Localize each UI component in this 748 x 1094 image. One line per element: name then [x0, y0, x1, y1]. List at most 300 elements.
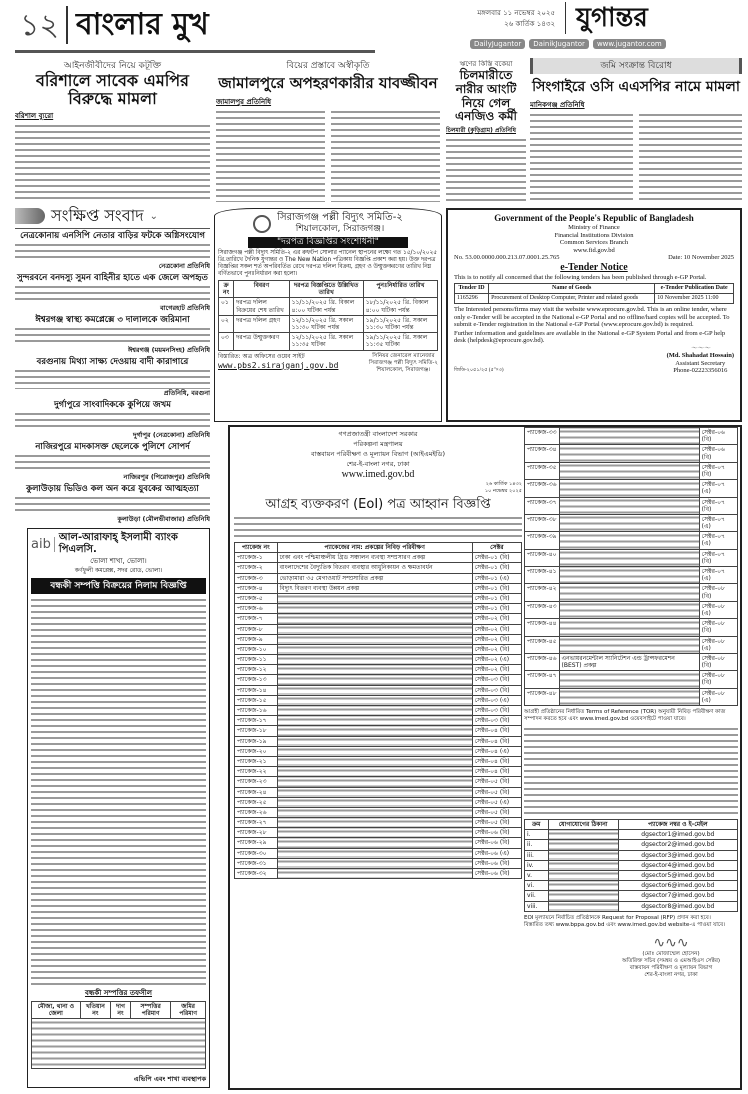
table-cell	[277, 746, 472, 756]
pbs-logo-icon	[253, 215, 271, 233]
table-cell: ১৯/১১/২০২৫ খ্রি. সকাল ১১:৩০ ঘটিকা পর্যন্ত	[363, 315, 437, 332]
table-cell: সেক্টর-০৬ (বি)	[699, 445, 737, 462]
table-row	[235, 716, 522, 726]
package-table	[234, 542, 522, 879]
table-cell	[277, 756, 472, 766]
table-cell: সেক্টর-০৬ (বি)	[472, 858, 521, 868]
table-header: দরপত্র বিজ্ঞপ্তিতে উল্লিখিত তারিখ	[289, 281, 363, 298]
signature-icon: ～～～	[690, 344, 711, 352]
date-gregorian: ১০ নভেম্বর ২০২৫	[484, 488, 522, 494]
table-cell: প্যাকেজ-১৩	[235, 675, 278, 685]
table-row	[525, 688, 738, 705]
table-header-row	[455, 284, 734, 294]
table-row	[235, 695, 522, 705]
tender-table	[454, 283, 734, 304]
table-cell	[277, 675, 472, 685]
table-cell	[559, 462, 699, 479]
table-cell: সেক্টর-০৮ (এ)	[699, 601, 737, 618]
date-bangla: ২৬ কার্তিক ১৪৩২	[485, 481, 522, 487]
table-row	[525, 619, 738, 636]
bank-branch: ভোলা শাখা, ভোলা।	[90, 557, 147, 565]
table-cell	[277, 716, 472, 726]
signer-line: বাস্তবায়ন পরিবীক্ষণ ও মূল্যায়ন বিভাগ	[629, 964, 713, 971]
table-row	[525, 601, 738, 618]
table-cell: দরপত্র উন্মুক্তকরণ	[234, 333, 289, 350]
story-headline[interactable]: জামালপুরে অপহরণকারীর যাবজ্জীবন	[218, 74, 438, 92]
address-cell	[548, 840, 618, 850]
table-cell: সেক্টর-০২ (বি)	[472, 634, 521, 644]
brief-body	[15, 368, 210, 388]
notice-intro	[234, 515, 522, 539]
signer-line: অতিরিক্ত সচিব (সমন্বয় ও এমআইএস সেক্টর)	[621, 957, 721, 964]
table-cell: প্যাকেজ-২৭	[235, 818, 278, 828]
table-cell: প্যাকেজ-৮	[235, 624, 278, 634]
auction-body	[31, 597, 206, 985]
table-cell	[559, 549, 699, 566]
table-row	[235, 838, 522, 848]
table-cell: প্যাকেজ-২৯	[235, 838, 278, 848]
table-cell: সেক্টর-০২ (বি)	[472, 624, 521, 634]
table-header: Tender ID	[455, 284, 489, 294]
table-cell	[277, 665, 472, 675]
notice-title: e-Tender Notice	[560, 261, 628, 273]
bank-name: আল-আরাফাহ্ ইসলামী ব্যাংক পিএলসি.	[58, 532, 178, 555]
table-cell: সেক্টর-০৮ (বি)	[699, 671, 737, 688]
table-row	[235, 858, 522, 868]
table-cell	[559, 428, 699, 445]
table-row	[455, 294, 734, 304]
row-number: iv.	[525, 860, 549, 870]
brief-item	[15, 482, 210, 524]
website-link[interactable]: www.imed.gov.bd	[341, 469, 415, 480]
website-link[interactable]: www.fid.gov.bd	[573, 246, 615, 254]
table-row	[235, 797, 522, 807]
brief-body	[15, 495, 210, 515]
table-cell: প্যাকেজ-৭	[235, 614, 278, 624]
table-header: মৌজা, থানা ও জেলা	[32, 1001, 81, 1018]
brief-headline[interactable]: সুন্দরবনে বনদস্যু সুমন বাহিনীর হাতে এক জেলে অপহৃত	[17, 273, 208, 284]
brief-item	[15, 398, 210, 440]
table-cell: সেক্টর-০৭ (বি)	[699, 549, 737, 566]
table-cell: সেক্টর-০৫ (বি)	[472, 818, 521, 828]
table-cell: প্যাকেজ-৩৯	[525, 532, 560, 549]
table-row	[235, 828, 522, 838]
table-row	[525, 653, 738, 670]
address-cell	[548, 870, 618, 880]
social-links	[470, 39, 666, 49]
table-cell: প্যাকেজ-১৪	[235, 685, 278, 695]
table-cell	[277, 838, 472, 848]
table-header: e-Tender Publication Date	[655, 284, 734, 294]
brief-item	[15, 229, 210, 271]
table-cell	[277, 828, 472, 838]
table-cell: প্যাকেজ-১২	[235, 665, 278, 675]
newspaper-logo: যুগান্তর	[565, 2, 648, 34]
table-cell	[559, 636, 699, 653]
table-row	[219, 315, 438, 332]
table-cell: সেক্টর-০৫ (বি)	[472, 787, 521, 797]
table-cell: সেক্টর-০৭ (বি)	[699, 462, 737, 479]
table-cell: সেক্টর-০৮ (বি)	[699, 584, 737, 601]
table-cell: প্যাকেজ-৩৮	[525, 514, 560, 531]
table-cell	[277, 726, 472, 736]
brief-body	[15, 242, 210, 262]
table-row	[525, 671, 738, 688]
table-cell	[559, 619, 699, 636]
table-cell: সেক্টর-০৮ (বি)	[699, 653, 737, 670]
table-header: প্যাকেজ নম্বর ও ই-মেইল	[618, 820, 737, 830]
brief-body	[15, 284, 210, 304]
table-row	[525, 428, 738, 445]
table-cell: দরপত্র দলিল বিক্রয়ের শেষ তারিখ	[234, 298, 289, 315]
brief-headline[interactable]: ঈশ্বরগঞ্জ স্বাস্থ্য কমপ্লেক্সে ৩ দালালকে জরিমানা	[35, 315, 190, 326]
gov-title: গণপ্রজাতন্ত্রী বাংলাদেশ সরকার	[338, 430, 418, 438]
brief-credit: দুর্গাপুর (নেত্রকোনা) প্রতিনিধি	[133, 430, 210, 439]
brief-news-title: সংক্ষিপ্ত সংবাদ	[51, 206, 144, 225]
table-cell: সেক্টর-০৩ (বি)	[472, 675, 521, 685]
email-link[interactable]: dgsector3@imed.gov.bd	[618, 850, 737, 860]
table-cell	[277, 777, 472, 787]
table-row	[235, 777, 522, 787]
table-cell: প্যাকেজ-১	[235, 553, 278, 563]
table-cell	[277, 807, 472, 817]
signer-org: সিরাজগঞ্জ পল্লী বিদ্যুৎ সমিতি-২	[368, 359, 438, 366]
table-cell: সেক্টর-০৮ (বি)	[699, 619, 737, 636]
table-cell: প্যাকেজ-২৪	[235, 787, 278, 797]
table-cell: সেক্টর-০৭ (এ)	[699, 567, 737, 584]
table-cell	[277, 767, 472, 777]
table-row	[32, 1019, 206, 1069]
table-cell: সেক্টর-০৬ (বি)	[472, 869, 521, 879]
notice-para: The Interested persons/firms may visit the website www.eprocure.gov.bd. This is an online tender, where only e-Tender will be accepted in the National e-GP Portal and no offline/hard copies will be accepted. To submit e-Tender registration in the National e-GP Portal (www.eprocure.gov.bd) is required.	[454, 306, 730, 329]
table-header: দাগ নং	[110, 1001, 130, 1018]
table-cell: সেক্টর-০৫ (এ)	[472, 797, 521, 807]
brief-headline[interactable]: দুর্গাপুরে সাংবাদিককে কুপিয়ে জখম	[54, 399, 171, 410]
brief-headline[interactable]: বরগুনায় মিথ্যা সাক্ষ্য দেওয়ায় বাদী কারাগারে	[36, 357, 189, 368]
table-cell: সেক্টর-০৮ (এ)	[699, 636, 737, 653]
story-headline[interactable]: সিংগাইরে ওসি এএসপির নামে মামলা	[532, 79, 740, 95]
table-cell: বিদ্যুৎ বিতরণ ব্যবস্থা উন্নয়ন প্রকল্প	[277, 583, 472, 593]
table-row	[219, 333, 438, 350]
table-cell: ০৩	[219, 333, 234, 350]
table-cell	[277, 655, 472, 665]
signer-line: শের-ই-বাংলা নগর, ঢাকা	[644, 971, 698, 978]
email-link[interactable]: dgsector6@imed.gov.bd	[618, 881, 737, 891]
table-cell: সেক্টর-০৬ (বি)	[699, 428, 737, 445]
table-cell	[559, 497, 699, 514]
table-row	[525, 850, 738, 860]
header-rule	[15, 50, 375, 53]
story-byline: বরিশাল ব্যুরো	[15, 111, 54, 120]
table-cell	[277, 604, 472, 614]
table-row	[235, 634, 522, 644]
chevron-down-icon: ⌄	[149, 210, 159, 222]
table-row	[235, 573, 522, 583]
table-row	[235, 746, 522, 756]
brief-item	[15, 440, 210, 482]
table-cell: প্যাকেজ-৩২	[235, 869, 278, 879]
story-body	[216, 109, 325, 202]
table-cell: দরপত্র দলিল গ্রহণ	[234, 315, 289, 332]
table-cell	[277, 695, 472, 705]
table-cell	[277, 869, 472, 879]
address-cell	[548, 881, 618, 891]
table-row	[525, 549, 738, 566]
signer-name: (মোঃ মোজাম্মেল হোসেন)	[642, 950, 700, 957]
table-row	[235, 644, 522, 654]
story-body	[446, 137, 526, 202]
table-cell: সেক্টর-০৩ (এ)	[472, 695, 521, 705]
table-cell	[559, 688, 699, 705]
table-cell: ১২/১১/২০২৫ খ্রি. সকাল ১১:৩৫ ঘটিকা	[289, 333, 363, 350]
contact-table	[524, 819, 738, 912]
sirajganj-tender-ad	[214, 208, 442, 422]
brief-news-section	[15, 206, 210, 524]
story-body	[639, 112, 742, 204]
division: Financial Institutions Division	[554, 231, 634, 239]
row-number: viii.	[525, 901, 549, 911]
email-link[interactable]: dgsector7@imed.gov.bd	[618, 891, 737, 901]
table-cell: ০১	[219, 298, 234, 315]
table-cell: প্যাকেজ-২১	[235, 756, 278, 766]
table-row	[525, 830, 738, 840]
brief-credit: কুলাউড়া (মৌলভীবাজার) প্রতিনিধি	[117, 514, 210, 523]
table-cell: ১২/১১/২০২৫ খ্রি. সকাল ১১:৩০ ঘটিকা পর্যন্ত	[289, 315, 363, 332]
date-gregorian: মঙ্গলবার ১১ নভেম্বর ২০২৫	[477, 9, 555, 17]
story-headline[interactable]: বরিশালে সাবেক এমপির বিরুদ্ধে মামলা	[36, 71, 189, 109]
table-cell	[559, 480, 699, 497]
address-cell	[548, 860, 618, 870]
ministry: Ministry of Finance	[568, 224, 620, 231]
story-byline: চিলমারী (কুড়িগ্রাম) প্রতিনিধি	[446, 127, 517, 135]
brief-headline[interactable]: নেত্রকোনায় এনসিপি নেতার বাড়ির ফটকে অগ্নিসংযোগ	[20, 231, 205, 241]
table-row	[235, 726, 522, 736]
row-number: i.	[525, 830, 549, 840]
table-cell: 10 November 2025 11:00	[655, 294, 734, 304]
table-header: প্যাকেজের নাম: প্রকল্পের নিবিড় পরিবীক্ষণ	[277, 543, 472, 553]
brief-credit: ঈশ্বরগঞ্জ (ময়মনসিংহ) প্রতিনিধি	[128, 346, 210, 355]
story-byline: মানিকগঞ্জ প্রতিনিধি	[530, 101, 585, 110]
story-byline: জামালপুর প্রতিনিধি	[216, 98, 272, 107]
email-link[interactable]: dgsector2@imed.gov.bd	[618, 840, 737, 850]
table-cell: সেক্টর-০৭ (বি)	[699, 497, 737, 514]
package-table	[524, 427, 738, 706]
table-cell: প্যাকেজ-৪৬	[525, 653, 560, 670]
table-cell: প্যাকেজ-২৮	[235, 828, 278, 838]
notes-body	[524, 726, 738, 816]
org-place: শিয়ালকোল, সিরাজগঞ্জ।	[295, 224, 385, 234]
table-cell: ১৯/১১/২০২৫ খ্রি. সকাল ১১:৩৫ ঘটিকা	[363, 333, 437, 350]
table-cell: সেক্টর-০২ (এ)	[472, 655, 521, 665]
table-cell: প্যাকেজ-২০	[235, 746, 278, 756]
table-cell	[277, 593, 472, 603]
division: বাস্তবায়ন পরিবীক্ষণ ও মূল্যায়ন বিভাগ (আইএমইডি)	[310, 450, 446, 458]
table-cell	[277, 614, 472, 624]
table-row	[235, 583, 522, 593]
row-number: iii.	[525, 850, 549, 860]
table-row	[525, 514, 738, 531]
table-cell: সেক্টর-০১ (বি)	[472, 583, 521, 593]
schedule-title: বন্ধকী সম্পত্তির তফসীল	[84, 988, 153, 997]
table-cell: সেক্টর-০৪ (বি)	[472, 756, 521, 766]
table-cell: সেক্টর-০২ (বি)	[472, 644, 521, 654]
table-row	[235, 553, 522, 563]
table-cell: এনভায়রনমেন্টাল স্যানিটেশন এন্ড ট্রান্সফরমেশন (BEST) প্রকল্প	[559, 653, 699, 670]
table-cell: 1165296	[455, 294, 489, 304]
table-row	[525, 901, 738, 911]
brief-credit: নাজিরপুর (পিরোজপুর) প্রতিনিধি	[123, 472, 210, 481]
email-link[interactable]: dgsector1@imed.gov.bd	[618, 830, 737, 840]
table-cell: সেক্টর-০৪ (বি)	[472, 767, 521, 777]
table-cell: সেক্টর-০১ (বি)	[472, 553, 521, 563]
table-cell: প্যাকেজ-৩০	[235, 848, 278, 858]
table-cell	[277, 848, 472, 858]
brief-body	[15, 453, 210, 473]
brief-headline[interactable]: নাজিরপুরে মাদকাসক্ত ছেলেকে পুলিশে সোপর্দ	[35, 441, 190, 452]
table-header: জমির পরিমাণ	[171, 1001, 206, 1018]
table-cell: সেক্টর-০৩ (বি)	[472, 685, 521, 695]
memo-number: No. 53.00.0000.000.213.07.0001.25.765	[454, 254, 560, 261]
table-row	[525, 497, 738, 514]
table-row	[525, 480, 738, 497]
table-header-row	[219, 281, 438, 298]
org-name: সিরাজগঞ্জ পল্লী বিদ্যুৎ সমিতি-২	[277, 212, 403, 223]
facebook-link[interactable]: DailyJugantor	[470, 39, 525, 49]
table-row	[235, 869, 522, 879]
table-cell: প্যাকেজ-৪১	[525, 567, 560, 584]
bank-logo: aib	[31, 537, 55, 552]
story-kicker: ঋণের কিস্তি বকেয়া	[459, 60, 513, 68]
story-jamalpur	[216, 60, 440, 202]
table-cell	[277, 858, 472, 868]
table-header: খতিয়ান নং	[80, 1001, 110, 1018]
table-cell: প্যাকেজ-৪	[235, 583, 278, 593]
brief-item	[15, 313, 210, 355]
brief-body	[15, 411, 210, 431]
table-row	[525, 567, 738, 584]
brief-headline[interactable]: কুলাউড়ায় ভিডিও কল অন করে যুবকের আত্মহত্যা	[26, 483, 199, 494]
table-cell	[559, 601, 699, 618]
signer-place: শিয়ালকোল, সিরাজগঞ্জ।	[376, 366, 431, 373]
table-cell: সেক্টর-০১ (বি)	[472, 593, 521, 603]
brief-item	[15, 355, 210, 397]
table-row	[525, 462, 738, 479]
table-header: Name of Goods	[489, 284, 655, 294]
signer-name: (Md. Shahadat Hossain)	[666, 352, 734, 360]
address-cell	[548, 891, 618, 901]
table-row	[525, 840, 738, 850]
email-link[interactable]: dgsector5@imed.gov.bd	[618, 870, 737, 880]
table-header: সেক্টর	[472, 543, 521, 553]
table-cell: প্যাকেজ-৪২	[525, 584, 560, 601]
table-row	[235, 593, 522, 603]
table-header: ক্রম	[525, 820, 549, 830]
table-row	[525, 532, 738, 549]
table-header: ক্র নং	[219, 281, 234, 298]
table-header: সম্পত্তির পরিমাণ	[131, 1001, 171, 1018]
auction-title: বন্ধকী সম্পত্তি বিক্রয়ের নিলাম বিজ্ঞপ্তি	[31, 578, 206, 594]
email-link[interactable]: dgsector8@imed.gov.bd	[618, 901, 737, 911]
table-cell: সেক্টর-০৭ (এ)	[699, 514, 737, 531]
table-row	[525, 584, 738, 601]
table-cell: প্যাকেজ-২৫	[235, 797, 278, 807]
table-row	[235, 736, 522, 746]
table-row	[525, 636, 738, 653]
table-cell: প্যাকেজ-৯	[235, 634, 278, 644]
table-row	[235, 818, 522, 828]
address: শের-ই-বাংলা নগর, ঢাকা	[346, 460, 410, 468]
email-link[interactable]: dgsector4@imed.gov.bd	[618, 860, 737, 870]
table-cell: প্যাকেজ-১৭	[235, 716, 278, 726]
signer-designation: Assistant Secretary	[675, 359, 726, 367]
table-cell: ভোড়ামারা ৩৫ মেগাওয়াট সম্প্রসারিত প্রকল্প	[277, 573, 472, 583]
table-cell: প্যাকেজ-১৯	[235, 736, 278, 746]
table-cell: প্যাকেজ-৩	[235, 573, 278, 583]
table-cell	[277, 634, 472, 644]
row-number: ii.	[525, 840, 549, 850]
twitter-link[interactable]: DainikJugantor	[529, 39, 589, 49]
website-link[interactable]: www.jugantor.com	[593, 39, 666, 49]
brief-credit: প্রতিনিধি, বরগুনা	[163, 388, 210, 397]
notice-para: Further information and guidelines are available in the National e-GP System Portal and from e-GP help desk (helpdesk@eprocure.gov.bd).	[454, 329, 726, 345]
address-cell	[548, 901, 618, 911]
table-cell: সেক্টর-০৫ (বি)	[472, 807, 521, 817]
table-cell: প্যাকেজ-৩৭	[525, 497, 560, 514]
table-cell	[559, 445, 699, 462]
story-headline[interactable]: চিলমারীতে নারীর আংটি নিয়ে গেল এনজিও কর্মী	[455, 68, 517, 124]
schedule-table	[31, 1001, 206, 1069]
ad-code: জিডি-২০৫১/২৫ (৫"×৩)	[454, 368, 504, 374]
table-row	[525, 445, 738, 462]
website-link[interactable]: www.pbs2.sirajganj.gov.bd	[218, 360, 339, 370]
table-cell: সেক্টর-০৩ (বি)	[472, 716, 521, 726]
table-row	[235, 624, 522, 634]
table-row	[525, 870, 738, 880]
table-row	[235, 614, 522, 624]
table-cell	[559, 567, 699, 584]
table-cell: সেক্টর-০২ (বি)	[472, 614, 521, 624]
table-row	[525, 860, 738, 870]
table-row	[525, 891, 738, 901]
row-number: v.	[525, 870, 549, 880]
table-cell: প্যাকেজ-৩৪	[525, 445, 560, 462]
table-cell: প্যাকেজ-২৬	[235, 807, 278, 817]
table-cell	[277, 797, 472, 807]
corrigendum-intro: সিরাজগঞ্জ পল্লী বিদ্যুৎ সমিতি-২ এর রুফটপ সোলার প্যানেল স্থাপনের লক্ষ্যে গত ১৫/১০/২০২৫ খ্রি.তারিখে দৈনিক যুগান্তর ও The New Nation পত্রিকায় বিজ্ঞপ্তি প্রকাশ করা হয়। উক্ত দরপত্র বিজ্ঞপ্তির সকল শর্ত অপরিবর্তিত রেখে দরপত্র দলিল বিক্রয়, গ্রহণ ও উন্মুক্তকরণের তারিখ নিম্ন বর্ণিতভাবে পুনঃনির্ধারন করা হলো।	[218, 250, 438, 277]
table-cell: প্যাকেজ-৩৬	[525, 480, 560, 497]
notice-date: Date: 10 November 2025	[668, 254, 734, 261]
table-cell	[277, 706, 472, 716]
table-cell: প্যাকেজ-৪৩	[525, 601, 560, 618]
brief-credit: বাগেরহাট প্রতিনিধি	[160, 304, 210, 313]
table-row	[235, 706, 522, 716]
table-cell: প্যাকেজ-৩১	[235, 858, 278, 868]
address-cell	[548, 830, 618, 840]
story-kicker: বিয়ের প্রস্তাবে অস্বীকৃতি	[286, 61, 370, 71]
issue-date	[470, 8, 555, 30]
table-cell: প্যাকেজ-১১	[235, 655, 278, 665]
details-label: বিস্তারিত: অত্র অফিসের ওয়েব সাইট	[218, 352, 305, 360]
ministry: পরিকল্পনা মন্ত্রণালয়	[353, 440, 403, 448]
bank-signoff: এভিপি এবং শাখা ব্যবস্থাপক	[133, 1075, 206, 1083]
table-cell: সেক্টর-০১ (এ)	[472, 573, 521, 583]
story-kicker: আইনজীবীদের নিয়ে কটূক্তি	[63, 61, 162, 71]
note: বিস্তারিত তথ্য www.bppa.gov.bd এবং www.imed.gov.bd website-এ পাওয়া যাবে।	[524, 921, 726, 928]
table-cell	[277, 624, 472, 634]
note: EOI মূল্যায়নে নির্বাচিত প্রতিষ্ঠানকে Request for Proposal (RFP) প্রদান করা হবে।	[524, 914, 711, 921]
row-number: vii.	[525, 891, 549, 901]
notice-intro: This is to notify all concerned that the following tenders has been published through e-GP Portal.	[454, 273, 707, 281]
